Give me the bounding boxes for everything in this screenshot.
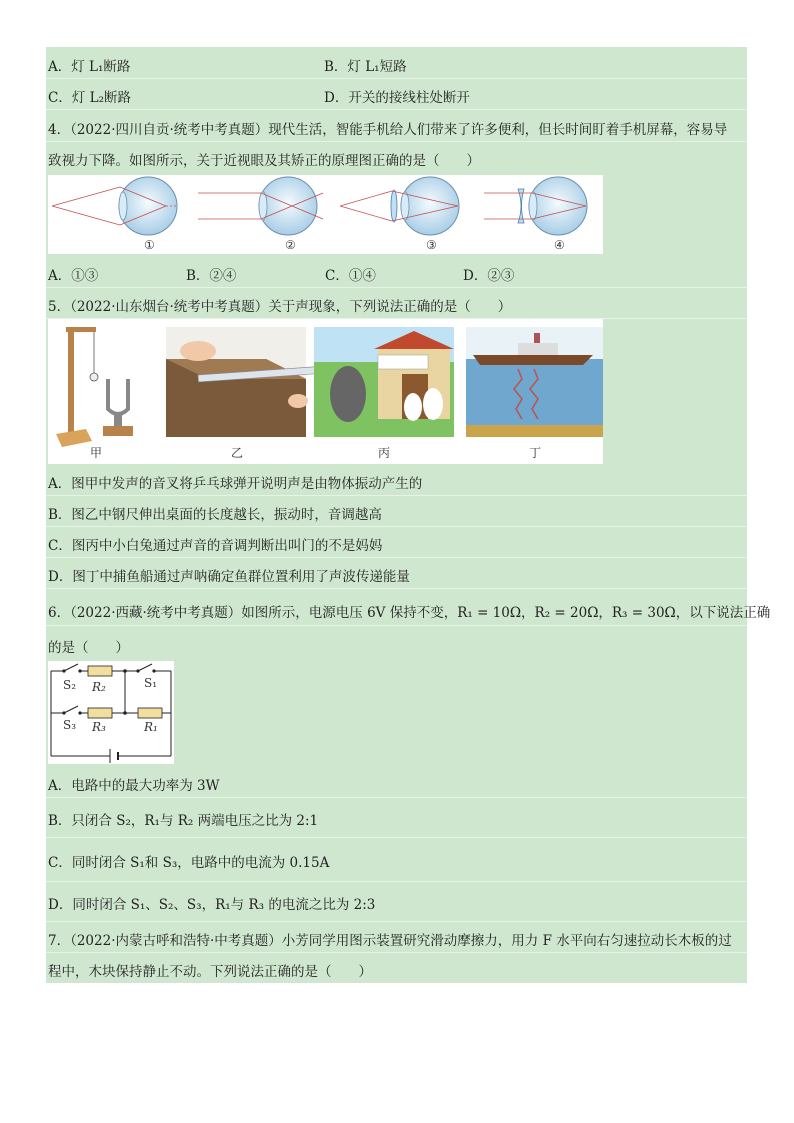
q6-option-a: A．电路中的最大功率为 3W — [48, 778, 220, 794]
divider — [46, 797, 747, 798]
q5-sound-figure — [48, 319, 603, 464]
q4-stem-line1: 4．（2022·四川自贡·统考中考真题）现代生活，智能手机给人们带来了许多便利，但长时间盯着手机屏幕，容易导 — [48, 122, 728, 138]
divider — [46, 78, 747, 79]
q7-stem-line2: 程中，木块保持静止不动。下列说法正确的是（ ） — [48, 964, 372, 980]
q3-option-b: B．灯 L₁短路 — [324, 59, 407, 75]
eye-label-3: ③ — [426, 238, 437, 252]
eye-diagram-3 — [340, 177, 459, 235]
eye-diagram-2 — [198, 177, 323, 235]
tuning-fork-illustration — [56, 327, 133, 447]
q6-option-b: B．只闭合 S₂，R₁与 R₂ 两端电压之比为 2:1 — [48, 813, 319, 829]
q3-option-d: D．开关的接线柱处断开 — [324, 90, 470, 106]
divider — [46, 837, 747, 838]
divider — [46, 526, 747, 527]
divider — [46, 881, 747, 882]
divider — [46, 495, 747, 496]
cartoon-illustration — [314, 327, 454, 437]
q4-option-b: B．②④ — [186, 268, 237, 284]
q4-option-d: D．②③ — [463, 268, 515, 284]
divider — [46, 141, 747, 142]
eye-label-2: ② — [285, 238, 296, 252]
q3-option-c: C．灯 L₂断路 — [48, 90, 131, 106]
q6-option-d: D．同时闭合 S₁、S₂、S₃，R₁与 R₃ 的电流之比为 2:3 — [48, 897, 376, 913]
eye-label-1: ① — [144, 238, 155, 252]
figure-label-yi: 乙 — [231, 446, 244, 460]
eye-diagram-4 — [484, 177, 587, 235]
figure-label-jia: 甲 — [90, 446, 103, 460]
eye-label-4: ④ — [554, 238, 565, 252]
q3-option-a: A．灯 L₁断路 — [48, 59, 131, 75]
sonar-ship-illustration — [466, 327, 603, 437]
divider — [46, 952, 747, 953]
q5-option-b: B．图乙中钢尺伸出桌面的长度越长，振动时，音调越高 — [48, 507, 382, 523]
q4-stem-line2: 致视力下降。如图所示，关于近视眼及其矫正的原理图正确的是（ ） — [48, 153, 480, 169]
figure-label-ding: 丁 — [529, 446, 542, 460]
label-s2: S₂ — [63, 678, 77, 692]
q6-circuit-diagram — [48, 661, 174, 764]
q5-stem: 5．（2022·山东烟台·统考中考真题）关于声现象，下列说法正确的是（ ） — [48, 299, 512, 315]
divider — [46, 625, 747, 626]
label-s3: S₃ — [63, 718, 77, 732]
divider — [46, 109, 747, 110]
q7-stem-line1: 7．（2022·内蒙古呼和浩特·中考真题）小芳同学用图示装置研究滑动摩擦力，用力 F 水平向右匀速拉动长木板的过 — [48, 933, 732, 949]
divider — [46, 921, 747, 922]
divider — [46, 588, 747, 589]
label-r3: R₃ — [92, 720, 106, 734]
q5-option-d: D．图丁中捕鱼船通过声呐确定鱼群位置利用了声波传递能量 — [48, 569, 410, 585]
q6-stem-line1: 6．（2022·西藏·统考中考真题）如图所示，电源电压 6V 保持不变，R₁ = 10Ω，R₂ = 20Ω，R₃ = 30Ω，以下说法正确 — [48, 605, 771, 621]
q6-option-c: C．同时闭合 S₁和 S₃，电路中的电流为 0.15A — [48, 855, 330, 871]
label-s1: S₁ — [144, 676, 158, 690]
q4-option-a: A．①③ — [48, 268, 99, 284]
ruler-illustration — [166, 327, 318, 437]
q4-option-c: C．①④ — [325, 268, 376, 284]
label-r2: R₂ — [92, 680, 106, 694]
q4-eye-figure — [48, 175, 603, 254]
figure-label-bing: 丙 — [378, 446, 391, 460]
label-r1: R₁ — [144, 720, 158, 734]
question-sheet — [46, 47, 771, 983]
divider — [46, 557, 747, 558]
q5-option-c: C．图丙中小白兔通过声音的音调判断出叫门的不是妈妈 — [48, 538, 383, 554]
q6-stem-line2: 的是（ ） — [48, 640, 129, 656]
divider — [46, 287, 747, 288]
eye-diagram-1 — [52, 177, 178, 235]
q5-option-a: A．图甲中发声的音叉将乒乓球弹开说明声是由物体振动产生的 — [48, 476, 423, 492]
